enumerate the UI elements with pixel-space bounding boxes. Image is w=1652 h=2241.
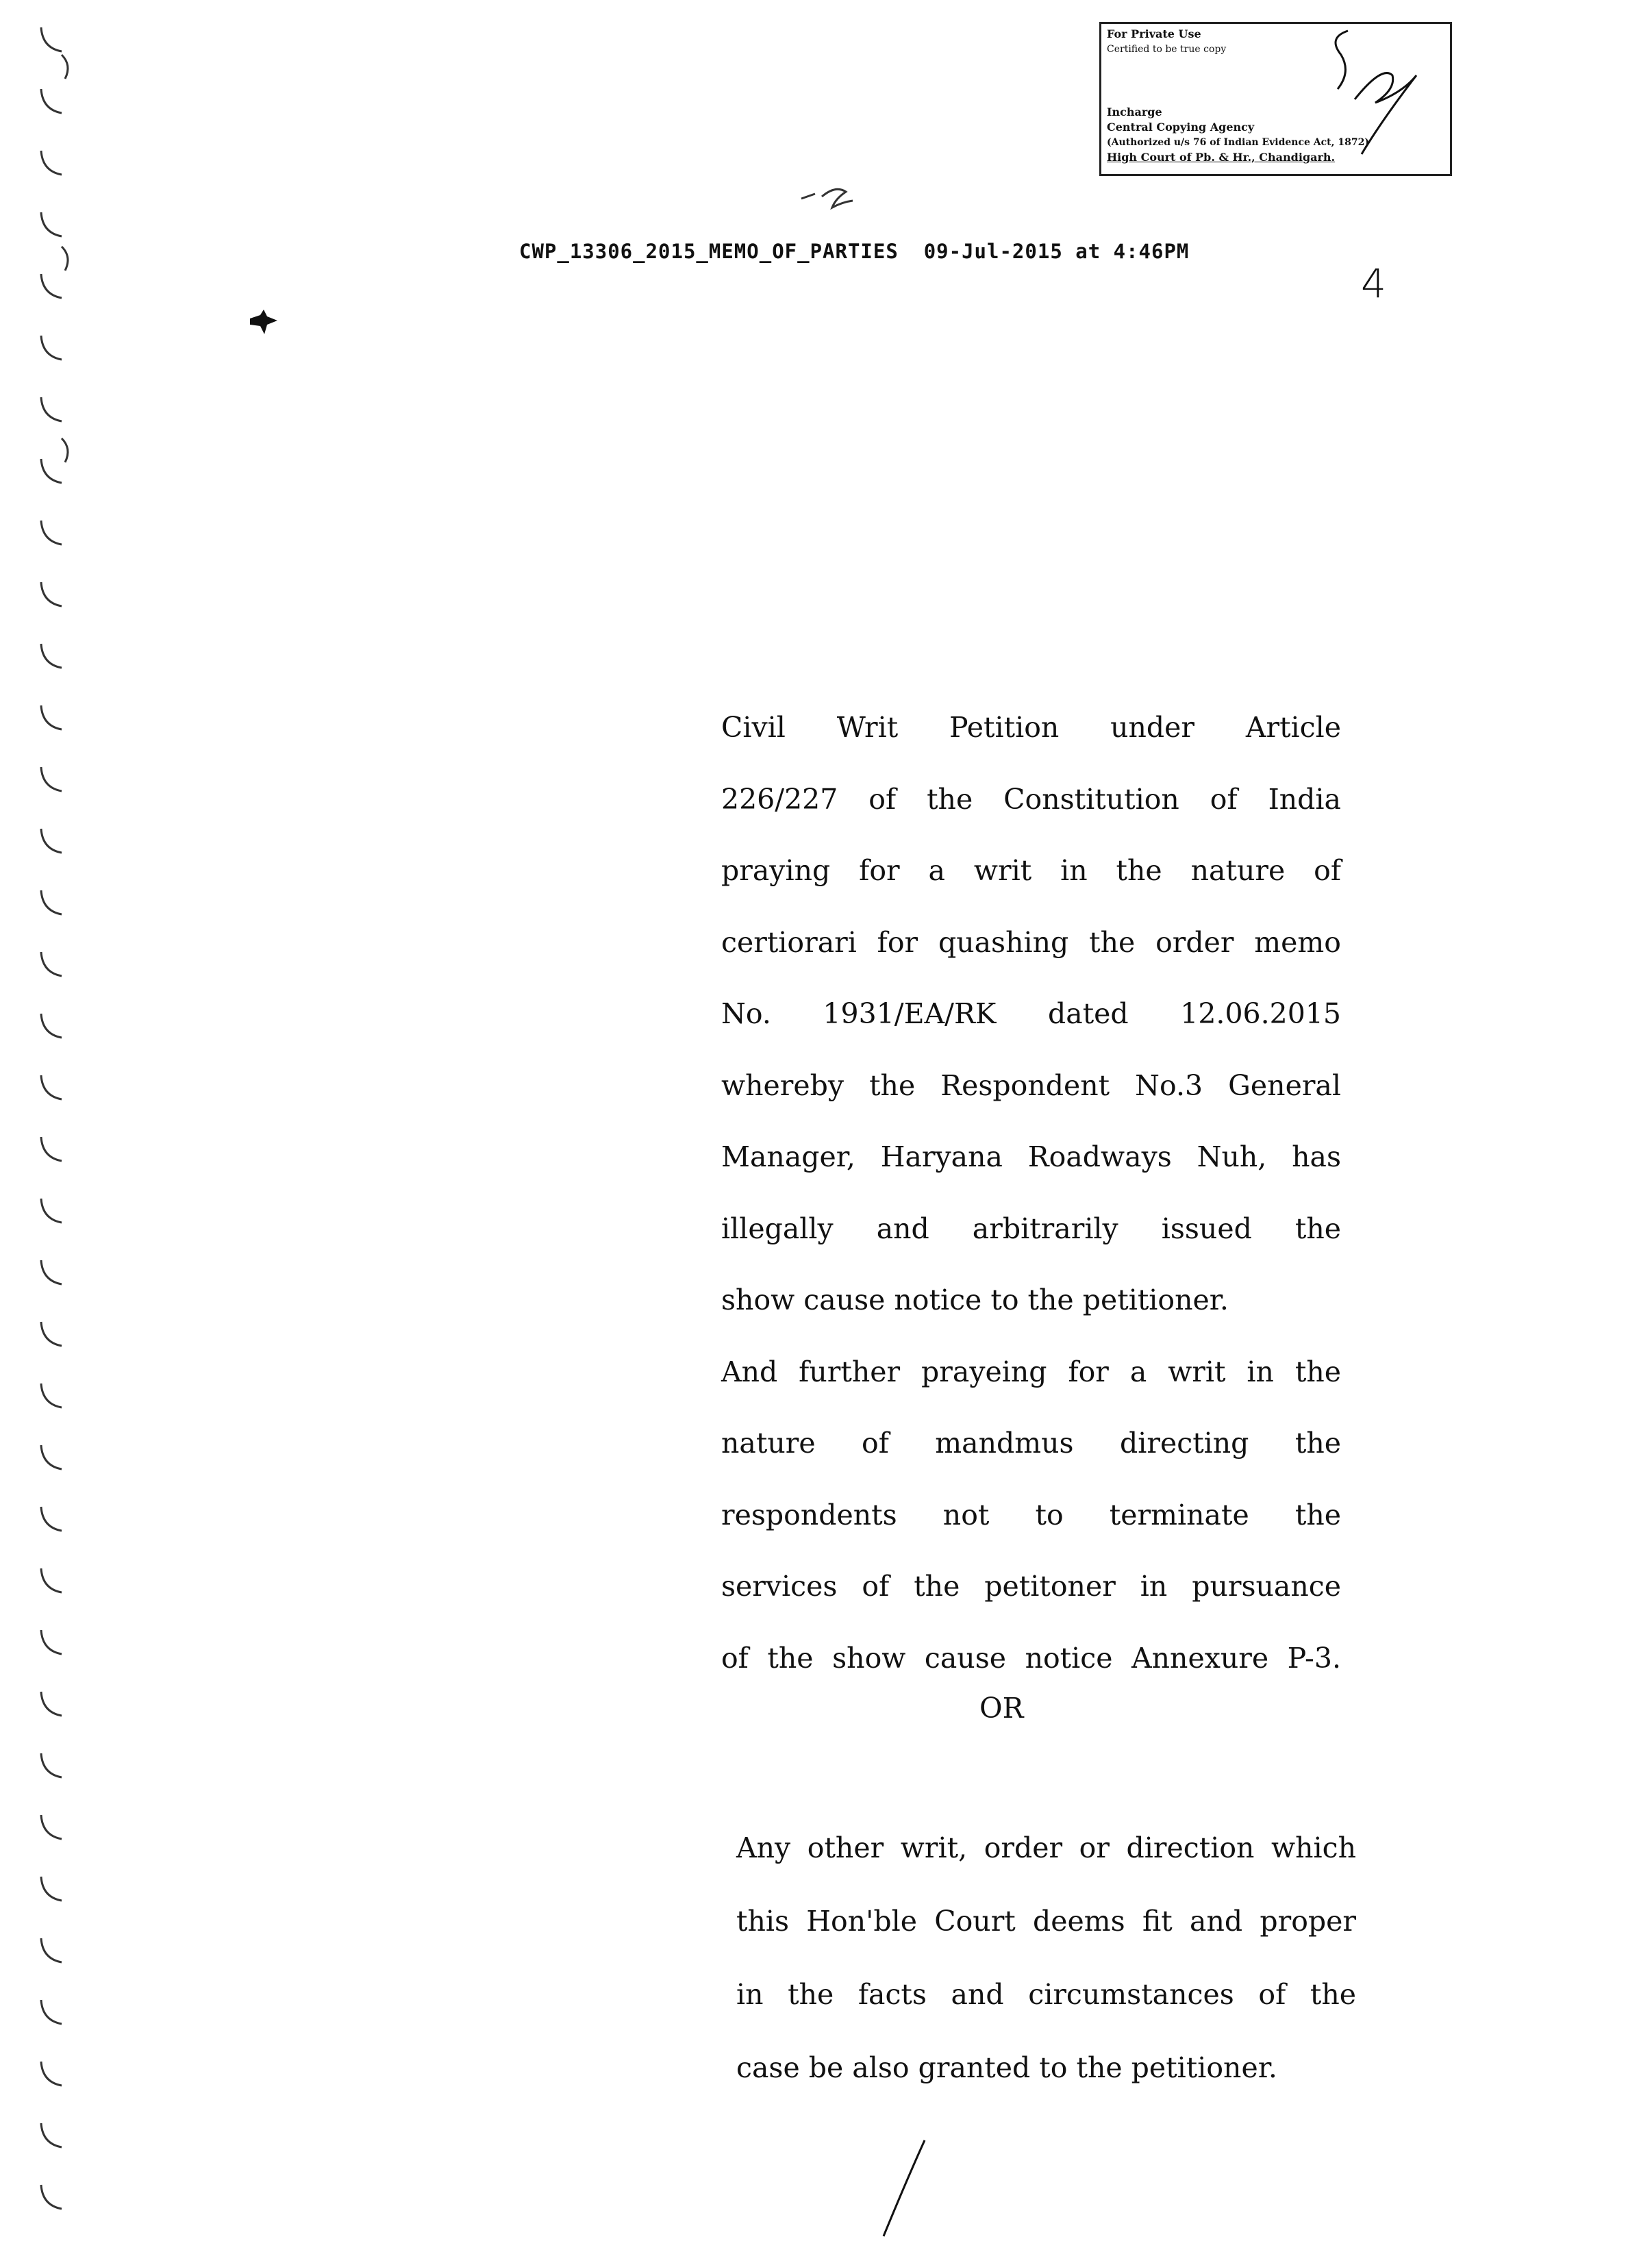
prayer-line: illegally and arbitrarily issued the xyxy=(721,1212,1341,1245)
closing-prayer-paragraph xyxy=(736,1812,1356,2105)
pen-stroke-mark xyxy=(877,2137,931,2240)
prayer-line: certiorari for quashing the order memo xyxy=(721,925,1341,959)
or-separator: OR xyxy=(979,1692,1024,1725)
stamp-line-private-use: For Private Use xyxy=(1107,27,1201,40)
prayer-line: Manager, Haryana Roadways Nuh, has xyxy=(721,1140,1341,1173)
binding-marks xyxy=(34,14,89,2233)
prayer-line: Civil Writ Petition under Article xyxy=(721,711,1341,744)
closing-line: Any other writ, order or direction which xyxy=(736,1831,1356,1864)
stamp-line-authorized: (Authorized u/s 76 of Indian Evidence Act, 1872) xyxy=(1107,137,1369,148)
closing-line: case be also granted to the petitioner. xyxy=(736,2051,1277,2084)
stamp-line-incharge: Incharge xyxy=(1107,105,1162,118)
closing-line: in the facts and circumstances of the xyxy=(736,1978,1356,2011)
document-header xyxy=(519,240,1189,263)
prayer-line: And further prayeing for a writ in the xyxy=(721,1355,1341,1388)
header-file-name: CWP_13306_2015_MEMO_OF_PARTIES xyxy=(519,240,899,263)
pen-mark xyxy=(798,181,873,216)
stamp-line-court: High Court of Pb. & Hr., Chandigarh. xyxy=(1107,151,1336,164)
closing-line: this Hon'ble Court deems fit and proper xyxy=(736,1905,1356,1938)
stamp-signature xyxy=(1300,24,1437,161)
certification-stamp xyxy=(1099,22,1452,176)
prayer-line: 226/227 of the Constitution of India xyxy=(721,782,1341,816)
ink-blot xyxy=(247,308,281,336)
prayer-paragraph xyxy=(721,692,1341,1694)
prayer-line: of the show cause notice Annexure P-3. xyxy=(721,1641,1341,1675)
prayer-line: praying for a writ in the nature of xyxy=(721,854,1341,887)
stamp-line-certified: Certified to be true copy xyxy=(1107,44,1227,55)
stamp-line-agency: Central Copying Agency xyxy=(1107,121,1255,134)
prayer-line: No. 1931/EA/RK dated 12.06.2015 xyxy=(721,997,1341,1030)
prayer-line: show cause notice to the petitioner. xyxy=(721,1284,1229,1316)
prayer-line: whereby the Respondent No.3 General xyxy=(721,1068,1341,1102)
header-timestamp: 09-Jul-2015 at 4:46PM xyxy=(923,240,1190,263)
prayer-line: nature of mandmus directing the xyxy=(721,1427,1341,1460)
page-number: 4 xyxy=(1361,260,1386,307)
prayer-line: respondents not to terminate the xyxy=(721,1498,1341,1531)
prayer-line: services of the petitoner in pursuance xyxy=(721,1570,1341,1603)
